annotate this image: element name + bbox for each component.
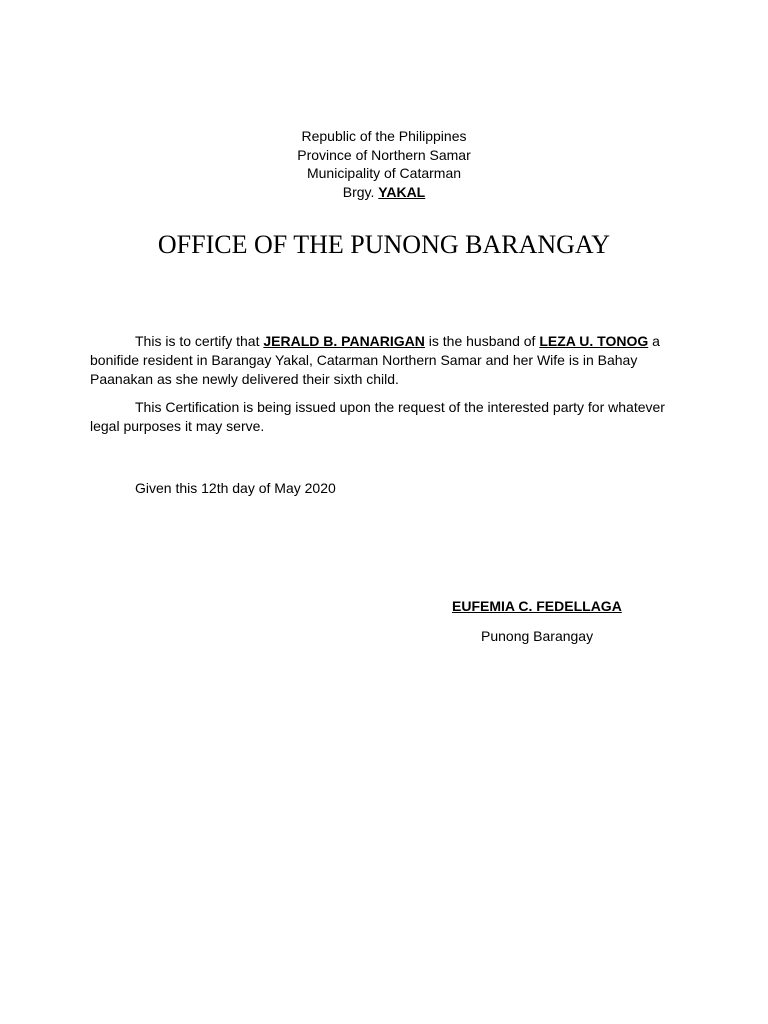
given-date-line: Given this 12th day of May 2020 — [135, 480, 336, 496]
wife-name: LEZA U. TONOG — [539, 333, 649, 349]
barangay-prefix: Brgy. — [342, 183, 379, 200]
letterhead-province: Province of Northern Samar — [297, 146, 471, 163]
letterhead-barangay — [0, 183, 768, 202]
certification-body — [90, 332, 686, 445]
office-title: OFFICE OF THE PUNONG BARANGAY — [157, 230, 611, 259]
paragraph-1-intro: This is to certify that — [135, 333, 264, 349]
barangay-name: YAKAL — [378, 183, 426, 200]
letterhead-municipality: Municipality of Catarman — [306, 165, 462, 181]
husband-name: JERALD B. PANARIGAN — [263, 333, 425, 349]
paragraph-1-details: a bonifide resident in Barangay Yakal, Catarman Northern Samar and her Wife is in Bahay Paanakan as she newly delivered their sixth child. — [90, 333, 660, 387]
certification-paragraph-1 — [90, 332, 686, 389]
letterhead — [0, 127, 768, 201]
letterhead-republic: Republic of the Philippines — [301, 128, 467, 144]
paragraph-1-relation: is the husband of — [424, 333, 540, 349]
signatory-name: EUFEMIA C. FEDELLAGA — [452, 598, 622, 614]
certification-paragraph-2: This Certification is being issued upon the request of the interested party for whatever legal purposes it may serve. — [90, 399, 665, 434]
signatory-title: Punong Barangay — [481, 628, 594, 644]
